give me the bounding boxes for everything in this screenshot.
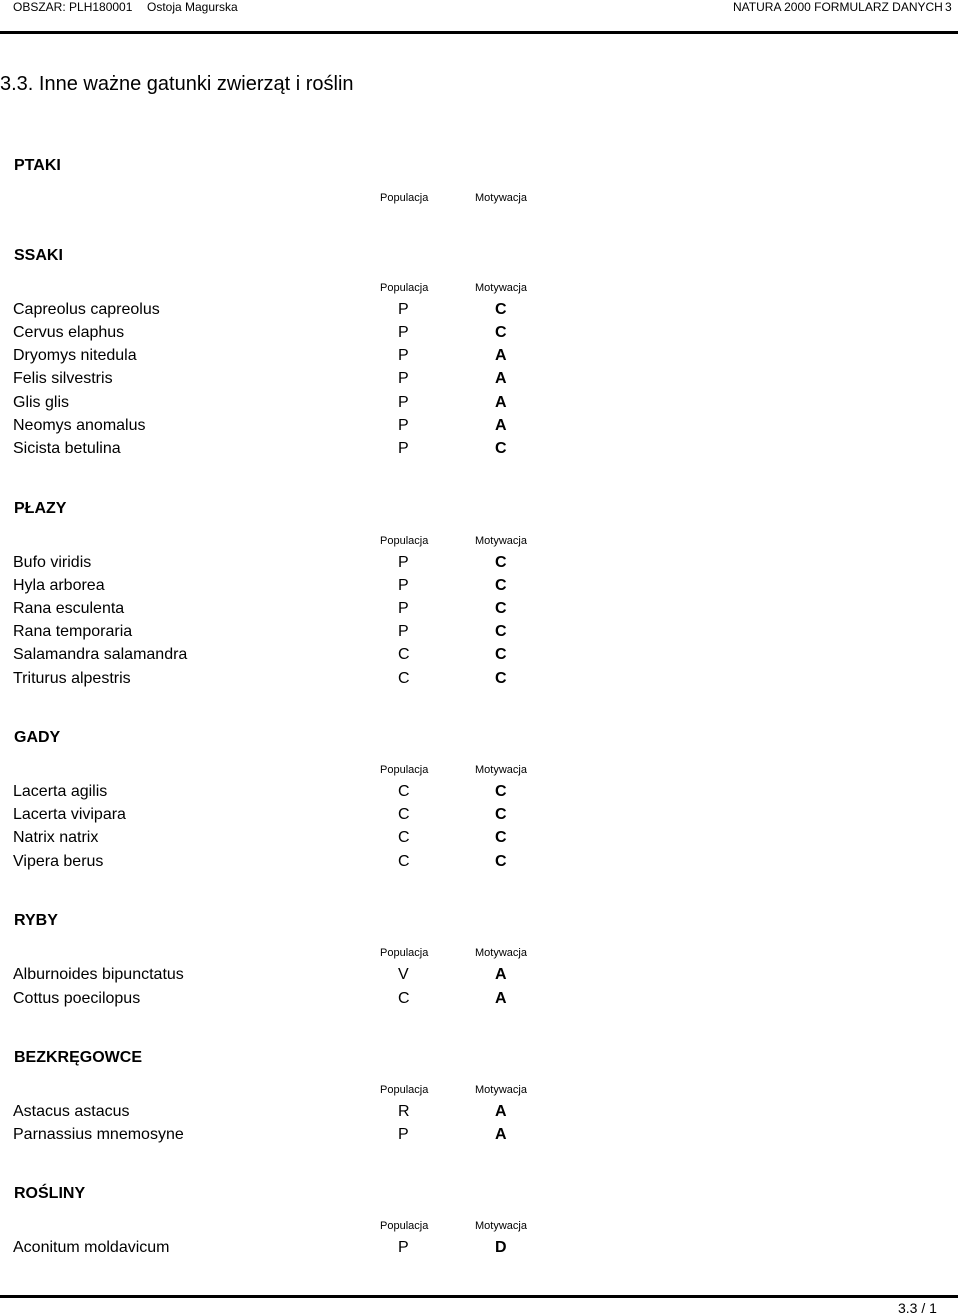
motivation-code: C <box>495 623 507 640</box>
motivation-code: A <box>495 1103 507 1120</box>
species-row <box>0 852 960 872</box>
population-code: P <box>398 347 409 364</box>
population-code: C <box>398 990 410 1007</box>
species-name: Rana temporaria <box>13 623 133 640</box>
col-header-motivation: Motywacja <box>475 1220 527 1232</box>
species-name: Rana esculenta <box>13 600 125 617</box>
section-title-ryby: RYBY <box>14 912 58 929</box>
species-row <box>0 346 960 366</box>
species-row <box>0 300 960 320</box>
population-code: P <box>398 324 409 341</box>
species-row <box>0 576 960 596</box>
population-code: P <box>398 370 409 387</box>
motivation-code: A <box>495 417 507 434</box>
site-name: Ostoja Magurska <box>147 0 238 14</box>
motivation-code: A <box>495 990 507 1007</box>
col-header-population: Populacja <box>380 282 429 294</box>
col-header-population: Populacja <box>380 1084 429 1096</box>
species-name: Sicista betulina <box>13 440 121 457</box>
species-row <box>0 669 960 689</box>
population-code: P <box>398 301 409 318</box>
population-code: P <box>398 554 409 571</box>
form-name: NATURA 2000 FORMULARZ DANYCH <box>733 0 943 14</box>
col-header-motivation: Motywacja <box>475 947 527 959</box>
population-code: R <box>398 1103 410 1120</box>
population-code: C <box>398 646 410 663</box>
section-title-ssaki: SSAKI <box>14 247 63 264</box>
species-row <box>0 965 960 985</box>
footer-divider <box>0 1295 958 1298</box>
species-name: Felis silvestris <box>13 370 113 387</box>
motivation-code: C <box>495 806 507 823</box>
species-name: Glis glis <box>13 394 70 411</box>
site-code: OBSZAR: PLH180001 <box>13 0 133 14</box>
population-code: C <box>398 783 410 800</box>
species-row <box>0 553 960 573</box>
section-title-gady: GADY <box>14 729 61 746</box>
species-name: Astacus astacus <box>13 1103 130 1120</box>
population-code: P <box>398 394 409 411</box>
species-row <box>0 828 960 848</box>
col-header-motivation: Motywacja <box>475 764 527 776</box>
col-header-motivation: Motywacja <box>475 535 527 547</box>
motivation-code: C <box>495 440 507 457</box>
motivation-code: A <box>495 347 507 364</box>
species-row <box>0 416 960 436</box>
motivation-code: C <box>495 646 507 663</box>
species-row <box>0 1102 960 1122</box>
col-header-population: Populacja <box>380 764 429 776</box>
species-name: Alburnoides bipunctatus <box>13 966 184 983</box>
species-name: Capreolus capreolus <box>13 301 160 318</box>
motivation-code: A <box>495 1126 507 1143</box>
motivation-code: C <box>495 324 507 341</box>
header-divider <box>0 31 958 34</box>
population-code: C <box>398 670 410 687</box>
species-name: Natrix natrix <box>13 829 99 846</box>
page-title: 3.3. Inne ważne gatunki zwierząt i roślin <box>0 73 354 95</box>
species-row <box>0 1125 960 1145</box>
species-name: Neomys anomalus <box>13 417 146 434</box>
population-code: P <box>398 440 409 457</box>
population-code: P <box>398 417 409 434</box>
motivation-code: D <box>495 1239 507 1256</box>
motivation-code: C <box>495 829 507 846</box>
species-row <box>0 622 960 642</box>
col-header-population: Populacja <box>380 947 429 959</box>
species-name: Cottus poecilopus <box>13 990 141 1007</box>
species-row <box>0 393 960 413</box>
motivation-code: C <box>495 554 507 571</box>
col-header-population: Populacja <box>380 535 429 547</box>
section-title-bezkregowce: BEZKRĘGOWCE <box>14 1049 142 1066</box>
population-code: P <box>398 1239 409 1256</box>
motivation-code: A <box>495 370 507 387</box>
species-row <box>0 439 960 459</box>
motivation-code: C <box>495 670 507 687</box>
species-row <box>0 323 960 343</box>
motivation-code: C <box>495 853 507 870</box>
population-code: V <box>398 966 409 983</box>
col-header-population: Populacja <box>380 192 429 204</box>
species-row <box>0 782 960 802</box>
species-row <box>0 599 960 619</box>
population-code: C <box>398 853 410 870</box>
species-name: Lacerta vivipara <box>13 806 126 823</box>
section-title-ptaki: PTAKI <box>14 157 61 174</box>
page-header <box>0 0 960 14</box>
motivation-code: A <box>495 394 507 411</box>
page-number: 3.3 / 1 <box>898 1300 937 1316</box>
species-row <box>0 369 960 389</box>
motivation-code: C <box>495 600 507 617</box>
col-header-motivation: Motywacja <box>475 1084 527 1096</box>
col-header-motivation: Motywacja <box>475 192 527 204</box>
motivation-code: C <box>495 577 507 594</box>
species-name: Lacerta agilis <box>13 783 108 800</box>
header-page-number: 3 <box>945 0 952 14</box>
population-code: C <box>398 829 410 846</box>
species-name: Hyla arborea <box>13 577 105 594</box>
species-name: Cervus elaphus <box>13 324 125 341</box>
species-name: Triturus alpestris <box>13 670 131 687</box>
population-code: P <box>398 577 409 594</box>
species-name: Parnassius mnemosyne <box>13 1126 184 1143</box>
motivation-code: A <box>495 966 507 983</box>
population-code: P <box>398 1126 409 1143</box>
motivation-code: C <box>495 783 507 800</box>
species-row <box>0 1238 960 1258</box>
species-name: Aconitum moldavicum <box>13 1239 170 1256</box>
species-name: Dryomys nitedula <box>13 347 137 364</box>
col-header-population: Populacja <box>380 1220 429 1232</box>
species-name: Salamandra salamandra <box>13 646 188 663</box>
col-header-motivation: Motywacja <box>475 282 527 294</box>
motivation-code: C <box>495 301 507 318</box>
section-title-plazy: PŁAZY <box>14 500 67 517</box>
section-title-rosliny: ROŚLINY <box>14 1185 86 1202</box>
species-name: Vipera berus <box>13 853 104 870</box>
species-row <box>0 645 960 665</box>
population-code: P <box>398 600 409 617</box>
species-row <box>0 805 960 825</box>
species-row <box>0 989 960 1009</box>
population-code: C <box>398 806 410 823</box>
species-name: Bufo viridis <box>13 554 92 571</box>
population-code: P <box>398 623 409 640</box>
